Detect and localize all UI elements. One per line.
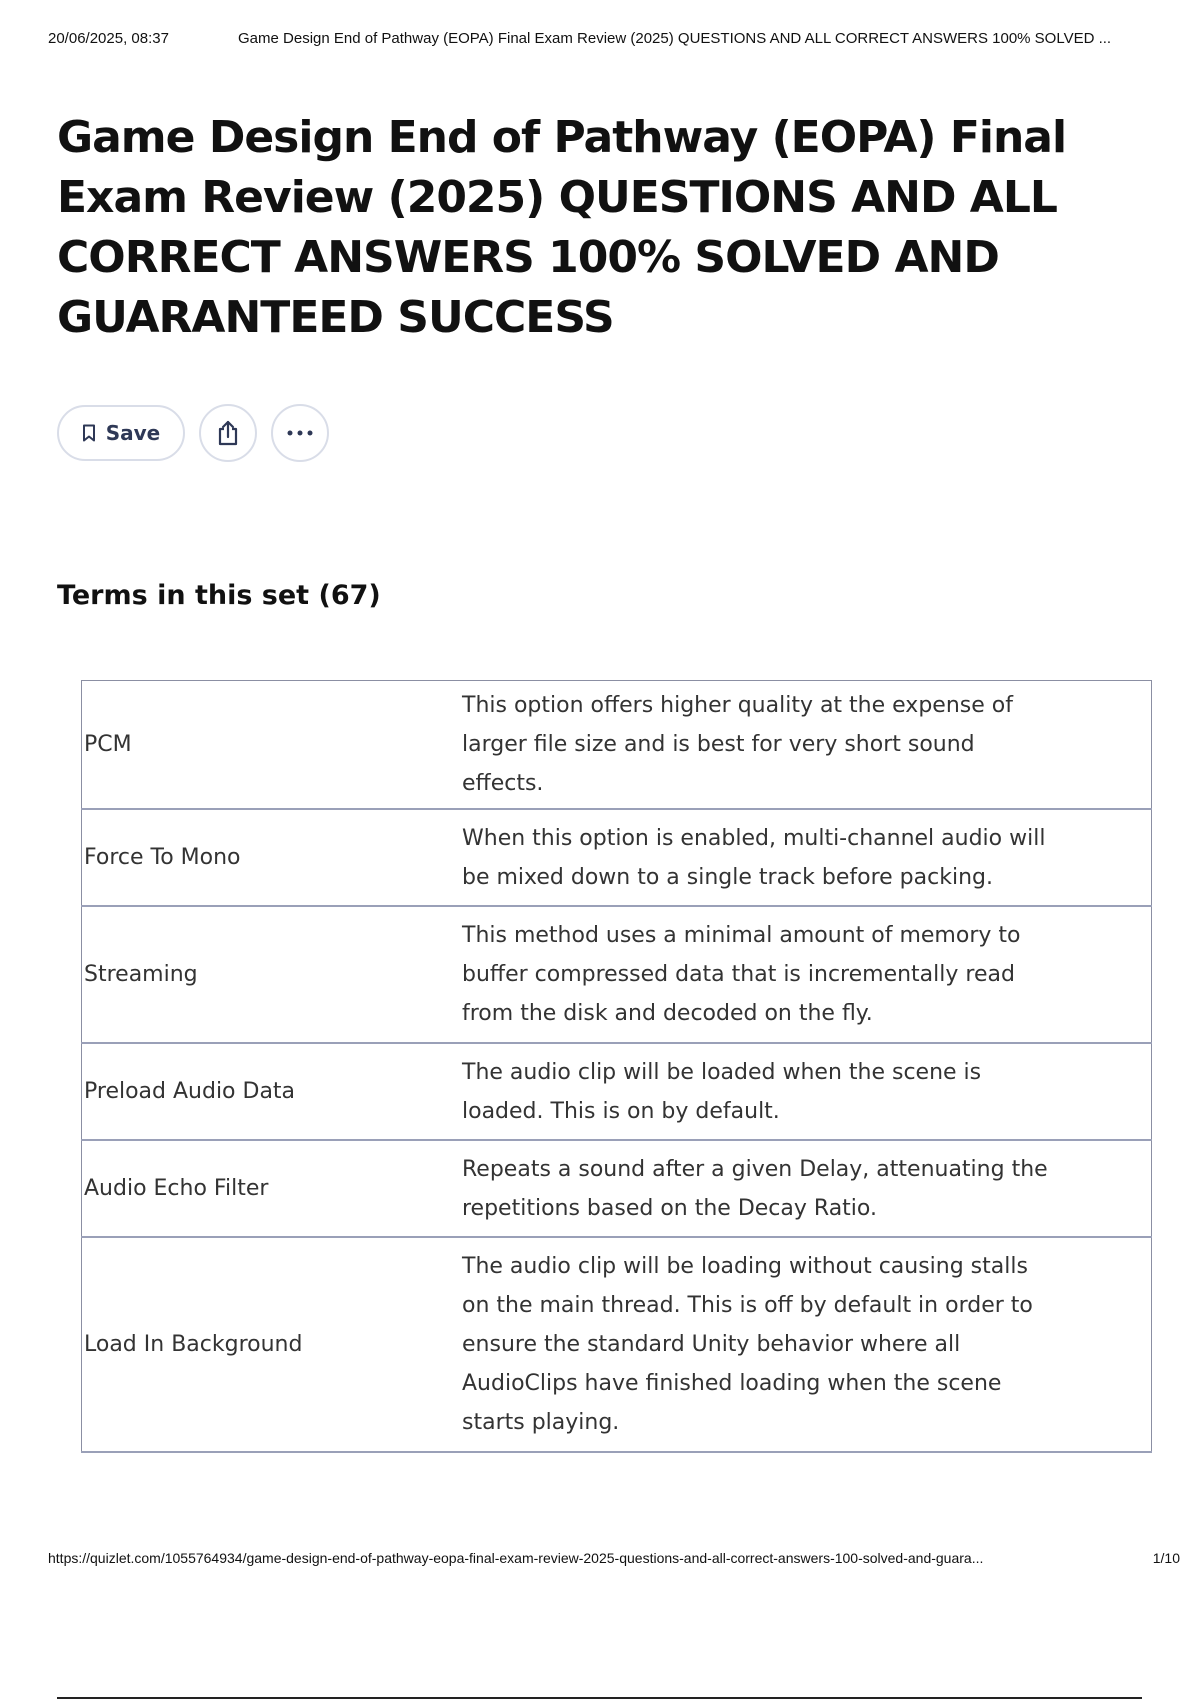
term-cell: Force To Mono bbox=[82, 809, 415, 906]
share-button[interactable] bbox=[199, 404, 257, 462]
more-horizontal-icon bbox=[287, 430, 313, 436]
terms-heading: Terms in this set (67) bbox=[57, 580, 381, 611]
bottom-divider bbox=[57, 1697, 1142, 1699]
term-cell: Preload Audio Data bbox=[82, 1043, 415, 1140]
term-row bbox=[82, 809, 1152, 906]
definition-cell: The audio clip will be loaded when the scene is loaded. This is on by default. bbox=[414, 1043, 1152, 1140]
term-row bbox=[82, 1043, 1152, 1140]
definition-cell: Repeats a sound after a given Delay, attenuating the repetitions based on the Decay Ratio. bbox=[414, 1140, 1152, 1237]
action-bar bbox=[57, 403, 329, 463]
more-options-button[interactable] bbox=[271, 404, 329, 462]
save-button[interactable] bbox=[57, 405, 185, 461]
definition-cell: The audio clip will be loading without causing stalls on the main thread. This is off by default in order to ensure the standard Unity behavior where all AudioClips have finished loading when the scene starts playing. bbox=[414, 1237, 1152, 1452]
definition-cell: This option offers higher quality at the expense of larger file size and is best for very short sound effects. bbox=[414, 681, 1152, 810]
term-cell: Load In Background bbox=[82, 1237, 415, 1452]
term-row bbox=[82, 906, 1152, 1043]
save-button-label: Save bbox=[105, 421, 161, 445]
print-doc-title: Game Design End of Pathway (EOPA) Final Exam Review (2025) QUESTIONS AND ALL CORRECT ANSWERS 100% SOLVED ... bbox=[238, 30, 1112, 47]
definition-cell: When this option is enabled, multi-channel audio will be mixed down to a single track before packing. bbox=[414, 809, 1152, 906]
share-icon bbox=[215, 419, 241, 447]
page-number: 1/10 bbox=[1152, 1550, 1180, 1566]
print-header bbox=[48, 30, 1180, 50]
term-row bbox=[82, 681, 1152, 810]
print-footer bbox=[48, 1550, 1180, 1570]
print-datetime: 20/06/2025, 08:37 bbox=[48, 30, 169, 47]
page-title: Game Design End of Pathway (EOPA) Final Exam Review (2025) QUESTIONS AND ALL CORRECT ANSWERS 100% SOLVED AND GUARANTEED SUCCESS bbox=[57, 112, 1067, 343]
definition-cell: This method uses a minimal amount of memory to buffer compressed data that is incrementally read from the disk and decoded on the fly. bbox=[414, 906, 1152, 1043]
term-row bbox=[82, 1237, 1152, 1452]
term-cell: PCM bbox=[82, 681, 415, 810]
terms-table bbox=[81, 680, 1152, 1453]
print-url: https://quizlet.com/1055764934/game-design-end-of-pathway-eopa-final-exam-review-2025-questions-and-all-correct-answers-100-solved-and-guara... bbox=[48, 1550, 984, 1566]
bookmark-icon bbox=[82, 424, 96, 442]
term-row bbox=[82, 1140, 1152, 1237]
term-cell: Audio Echo Filter bbox=[82, 1140, 415, 1237]
term-cell: Streaming bbox=[82, 906, 415, 1043]
